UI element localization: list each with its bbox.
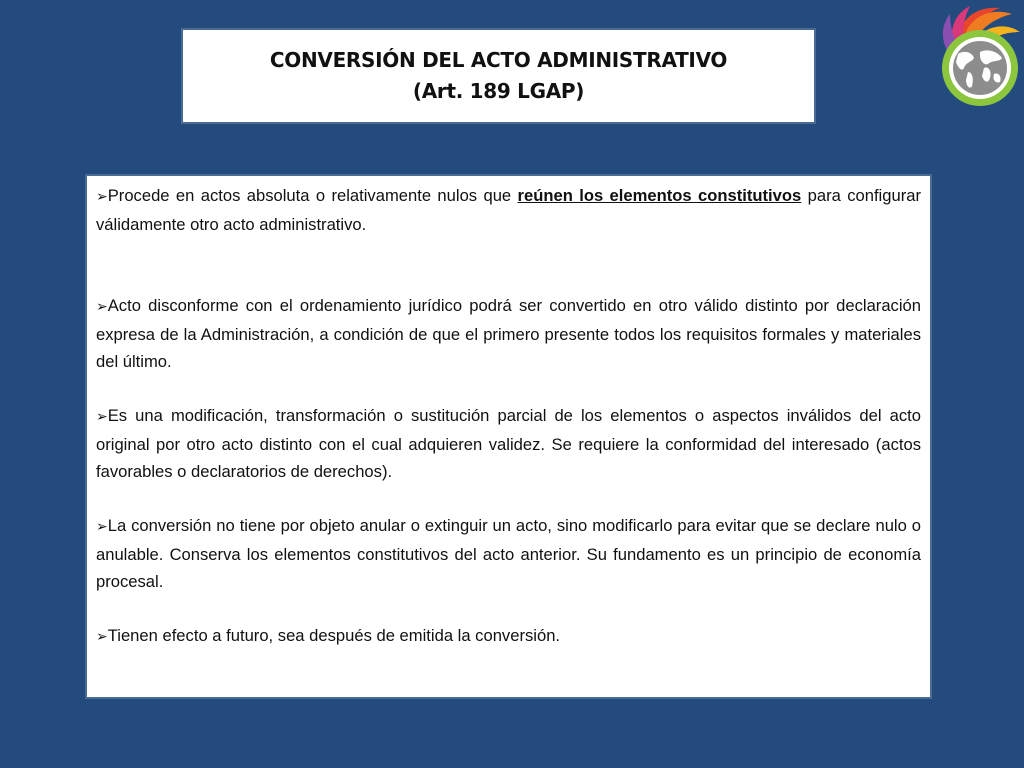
paragraph-1-text-end: para configurar válidamente otro acto administrativo. [96,186,921,234]
bullet-arrow-icon: ➢ [96,629,108,645]
world-map-globe-icon [922,2,1022,114]
paragraph-4 [96,512,921,595]
paragraph-1-text: Procede en actos absoluta o relativamente nulos que [107,186,518,205]
paragraph-3 [96,402,921,485]
paragraph-2-text: Acto disconforme con el ordenamiento jurídico podrá ser convertido en otro válido distinto por declaración expresa de la Administración, a condición de que el primero presente todos los requisitos formales y materiales del último. [96,296,921,371]
bullet-arrow-icon: ➢ [96,519,108,535]
paragraph-1-emphasis: reúnen los elementos constitutivos [517,186,802,205]
bullet-arrow-icon: ➢ [96,409,108,425]
bullet-arrow-icon: ➢ [96,189,108,205]
slide-subtitle: (Art. 189 LGAP) [412,79,585,103]
paragraph-1 [96,182,921,238]
bullet-arrow-icon: ➢ [96,299,108,315]
paragraph-4-text: La conversión no tiene por objeto anular o extinguir un acto, sino modificarlo para evitar que se declare nulo o anulable. Conserva los elementos constitutivos del acto anterior. Su fundamento es un principio de economía procesal. [96,516,921,591]
paragraph-5 [96,622,921,651]
paragraph-2 [96,292,921,375]
paragraph-5-text: Tienen efecto a futuro, sea después de emitida la conversión. [107,626,561,645]
slide-title: CONVERSIÓN DEL ACTO ADMINISTRATIVO [269,48,728,72]
content-box [85,174,932,699]
paragraph-3-text: Es una modificación, transformación o sustitución parcial de los elementos o aspectos inválidos del acto original por otro acto distinto con el cual adquieren validez. Se requiere la conformidad del interesado (actos favorables o declaratorios de derechos). [96,406,921,481]
title-box [181,28,816,124]
